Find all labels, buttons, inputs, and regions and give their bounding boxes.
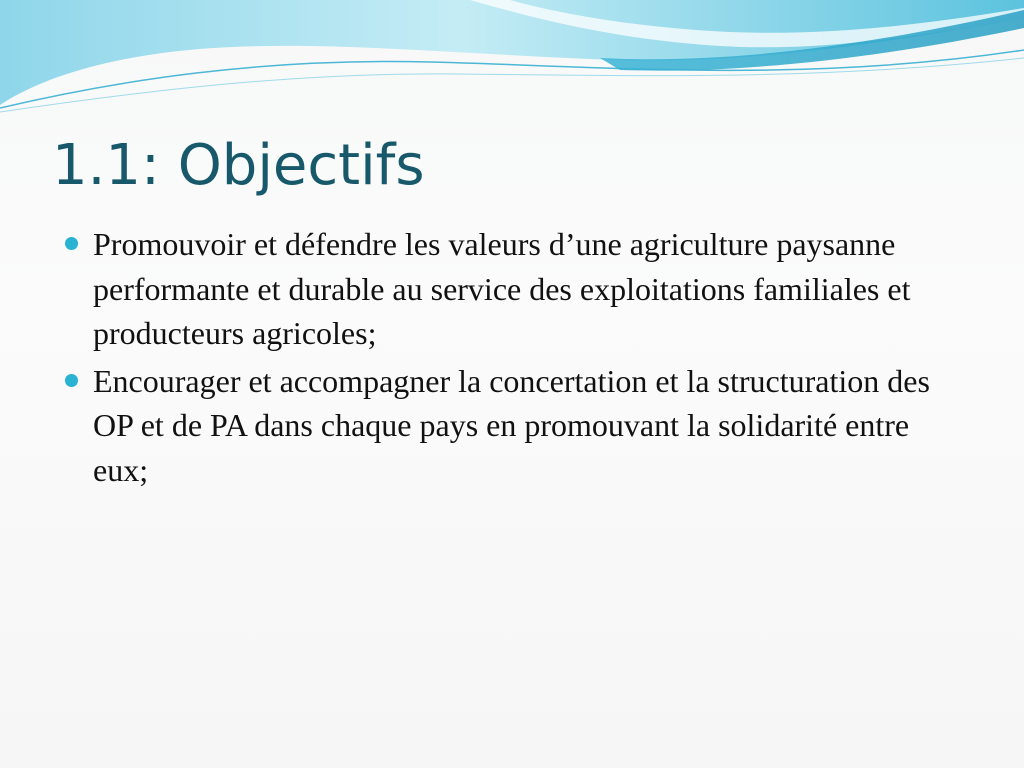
bullet-item (62, 222, 962, 356)
slide-title: 1.1: Objectifs (52, 133, 425, 198)
bullet-text: Encourager et accompagner la concertation et la structuration des OP et de PA dans chaque pays en promouvant la solidarité entre eux; (93, 362, 930, 488)
bullet-text: Promouvoir et défendre les valeurs d’une agriculture paysanne performante et durable au service des exploitations familiales et producteurs agricoles; (93, 226, 911, 351)
bullet-item (62, 359, 962, 493)
wave-thin-line (0, 50, 1024, 108)
header-wave-decoration (0, 0, 1024, 130)
bullet-dot-icon (65, 237, 78, 250)
bullet-dot-icon (65, 374, 78, 387)
bullet-list (62, 222, 962, 495)
